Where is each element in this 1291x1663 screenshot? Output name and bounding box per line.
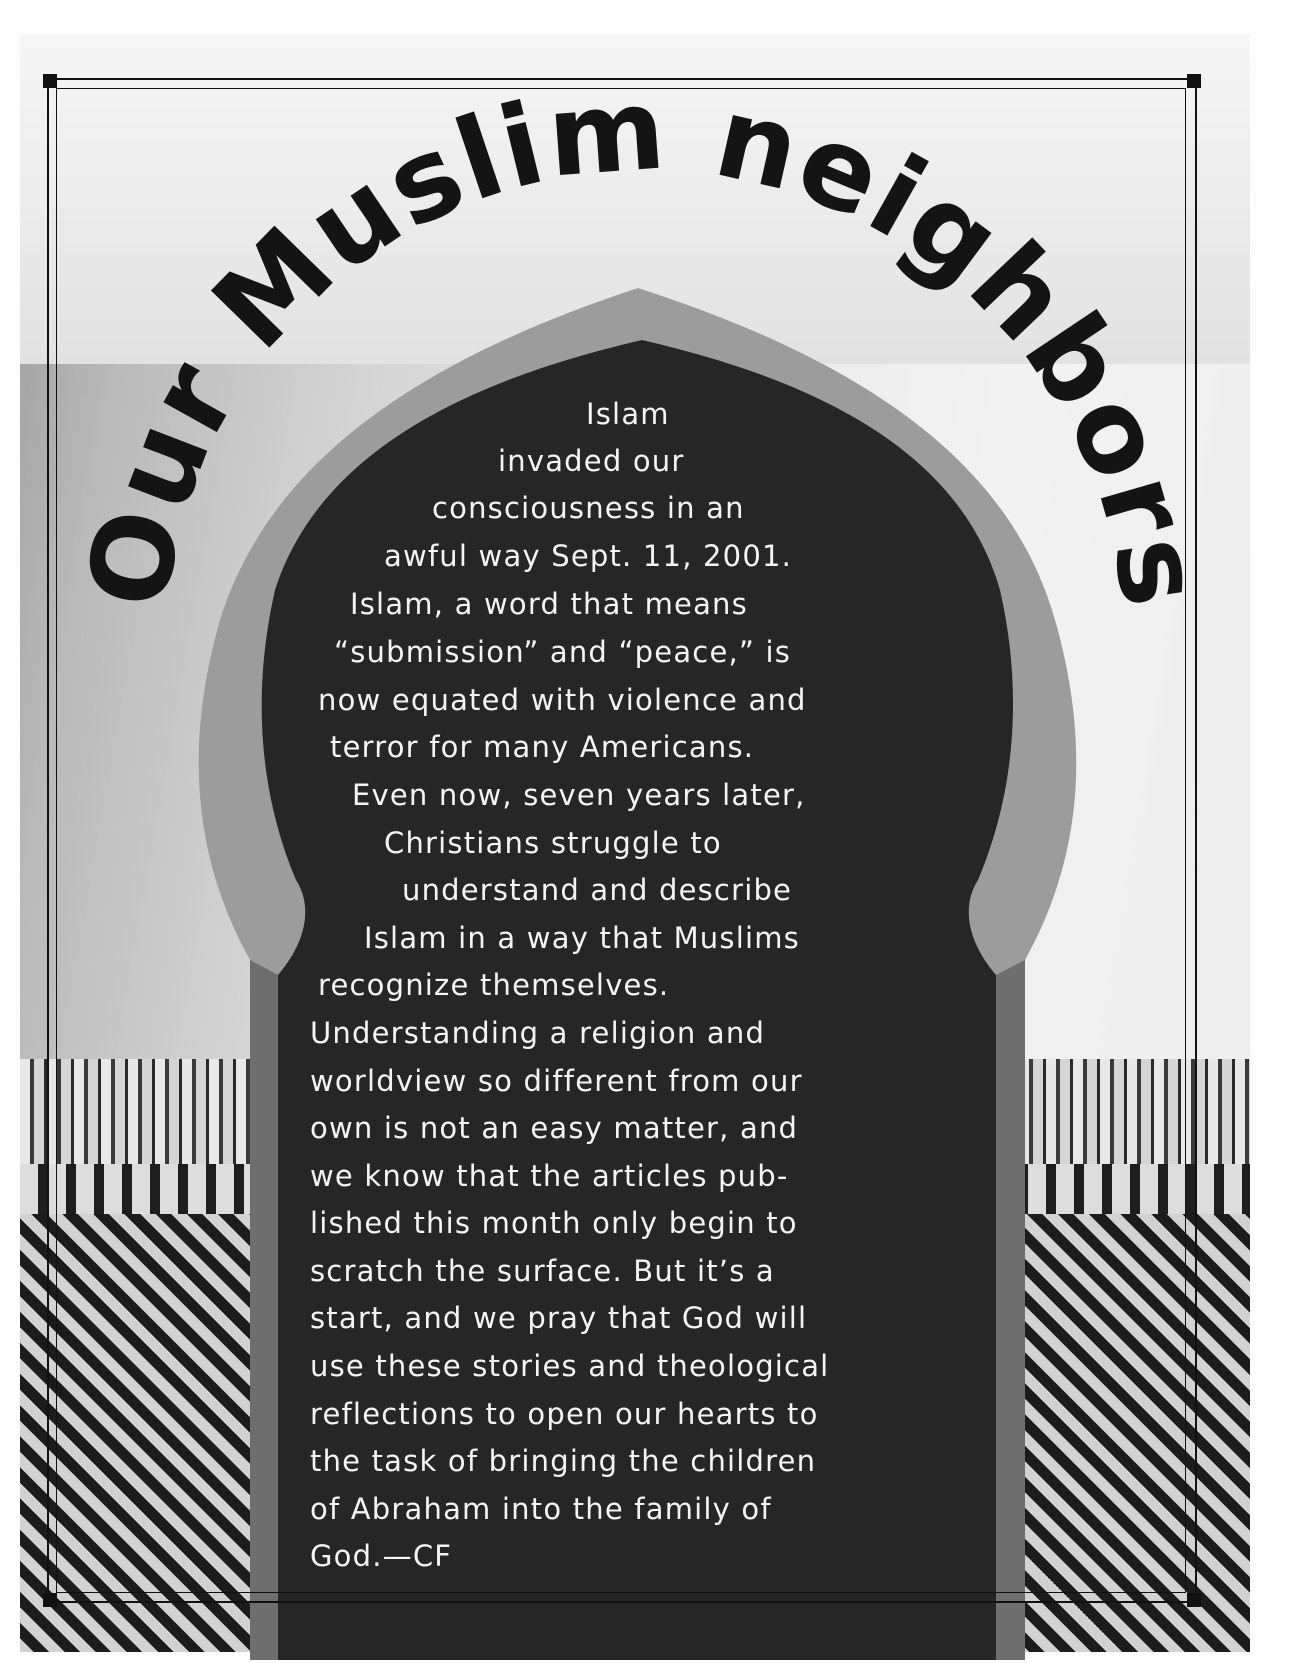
body-line: the task of bringing the children: [310, 1444, 817, 1478]
body-line: scratch the surface. But it’s a: [310, 1254, 775, 1288]
body-line: reflections to open our hearts to: [310, 1397, 819, 1431]
body-line: God.—CF: [310, 1539, 453, 1573]
body-line: of Abraham into the family of: [310, 1492, 772, 1526]
body-line: Understanding a religion and: [310, 1016, 766, 1050]
body-line: awful way Sept. 11, 2001.: [384, 539, 793, 573]
body-line: now equated with violence and: [318, 683, 807, 717]
body-line: understand and describe: [402, 873, 793, 907]
body-line: start, and we pray that God will: [310, 1301, 808, 1335]
body-line: invaded our: [498, 444, 685, 478]
body-line: consciousness in an: [432, 491, 745, 525]
body-line: Islam in a way that Muslims: [364, 921, 800, 955]
page-title-text: Our Muslim neighbors: [62, 64, 1227, 617]
body-line: “submission” and “peace,” is: [334, 635, 792, 669]
body-line: we know that the articles pub-: [310, 1159, 789, 1193]
body-line: Even now, seven years later,: [352, 778, 806, 812]
body-line: lished this month only begin to: [310, 1206, 798, 1240]
body-line: worldview so different from our: [310, 1064, 803, 1098]
body-line: Christians struggle to: [384, 826, 722, 860]
body-line: Islam: [586, 397, 670, 431]
body-line: recognize themselves.: [318, 968, 670, 1002]
body-line: use these stories and theological: [310, 1349, 830, 1383]
body-line: own is not an easy matter, and: [310, 1111, 799, 1145]
page-title: [63, 64, 1227, 617]
body-line: terror for many Americans.: [330, 730, 755, 764]
body-line: Islam, a word that means: [350, 587, 748, 621]
